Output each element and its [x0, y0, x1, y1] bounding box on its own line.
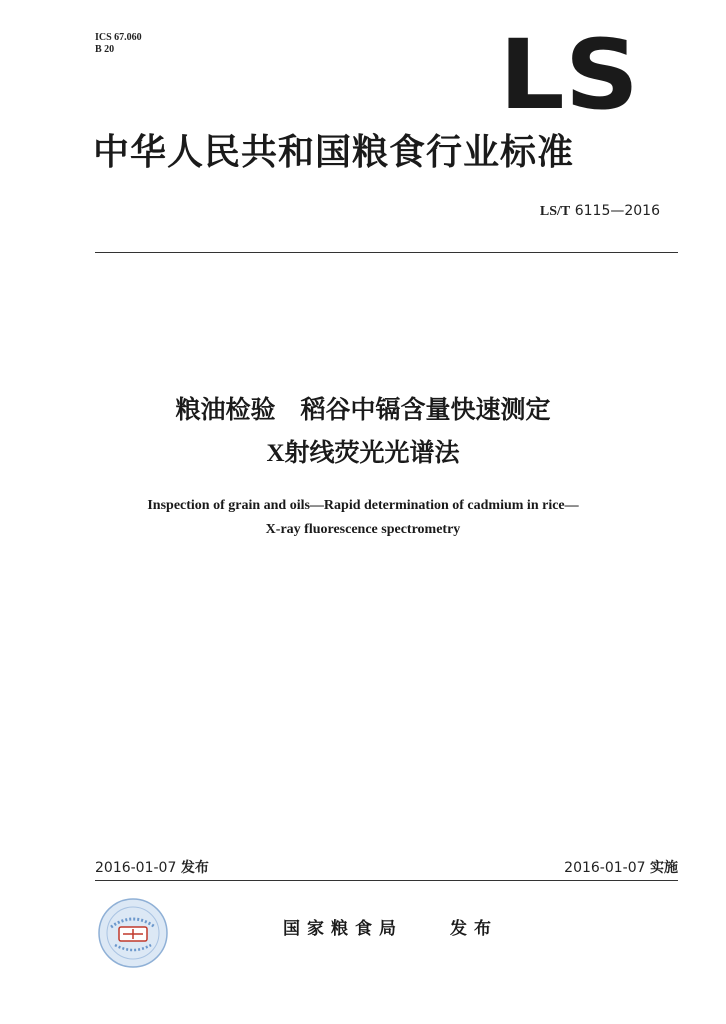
title-en-line1: Inspection of grain and oils—Rapid determination of cadmium in rice— — [147, 498, 579, 513]
issue-date-label: 发布 — [180, 860, 209, 876]
bottom-divider — [95, 880, 678, 881]
title-cn-line2 — [0, 433, 726, 469]
publisher: 国家粮食局 — [283, 919, 403, 939]
standard-num: 6115—2016 — [574, 203, 660, 219]
implement-date-label: 实施 — [650, 860, 678, 876]
classification-codes — [95, 32, 142, 56]
issue-date — [95, 857, 209, 877]
ccs-code: B 20 — [95, 44, 115, 55]
org-title: 中华人民共和国粮食行业标准 — [93, 132, 575, 173]
standard-number — [540, 203, 660, 220]
title-cn-line2-rest: 射线荧光光谱法 — [284, 438, 460, 467]
implement-date — [564, 857, 678, 877]
certification-seal-icon — [97, 897, 169, 969]
issue-date-value: 2016-01-07 — [95, 860, 177, 876]
title-cn-line1: 粮油检验 稻谷中镉含量快速测定 — [175, 395, 551, 424]
ls-logo-text: LS — [499, 30, 639, 114]
title-en-line2: X-ray fluorescence spectrometry — [265, 522, 461, 537]
implement-date-value: 2016-01-07 — [564, 860, 646, 876]
title-cn-line2-prefix: X — [266, 440, 285, 467]
ics-code: ICS 67.060 — [95, 32, 142, 43]
top-divider — [95, 252, 678, 253]
ls-logo — [498, 30, 640, 114]
publish-word: 发布 — [450, 919, 498, 939]
standard-code: LS/T — [539, 204, 571, 219]
